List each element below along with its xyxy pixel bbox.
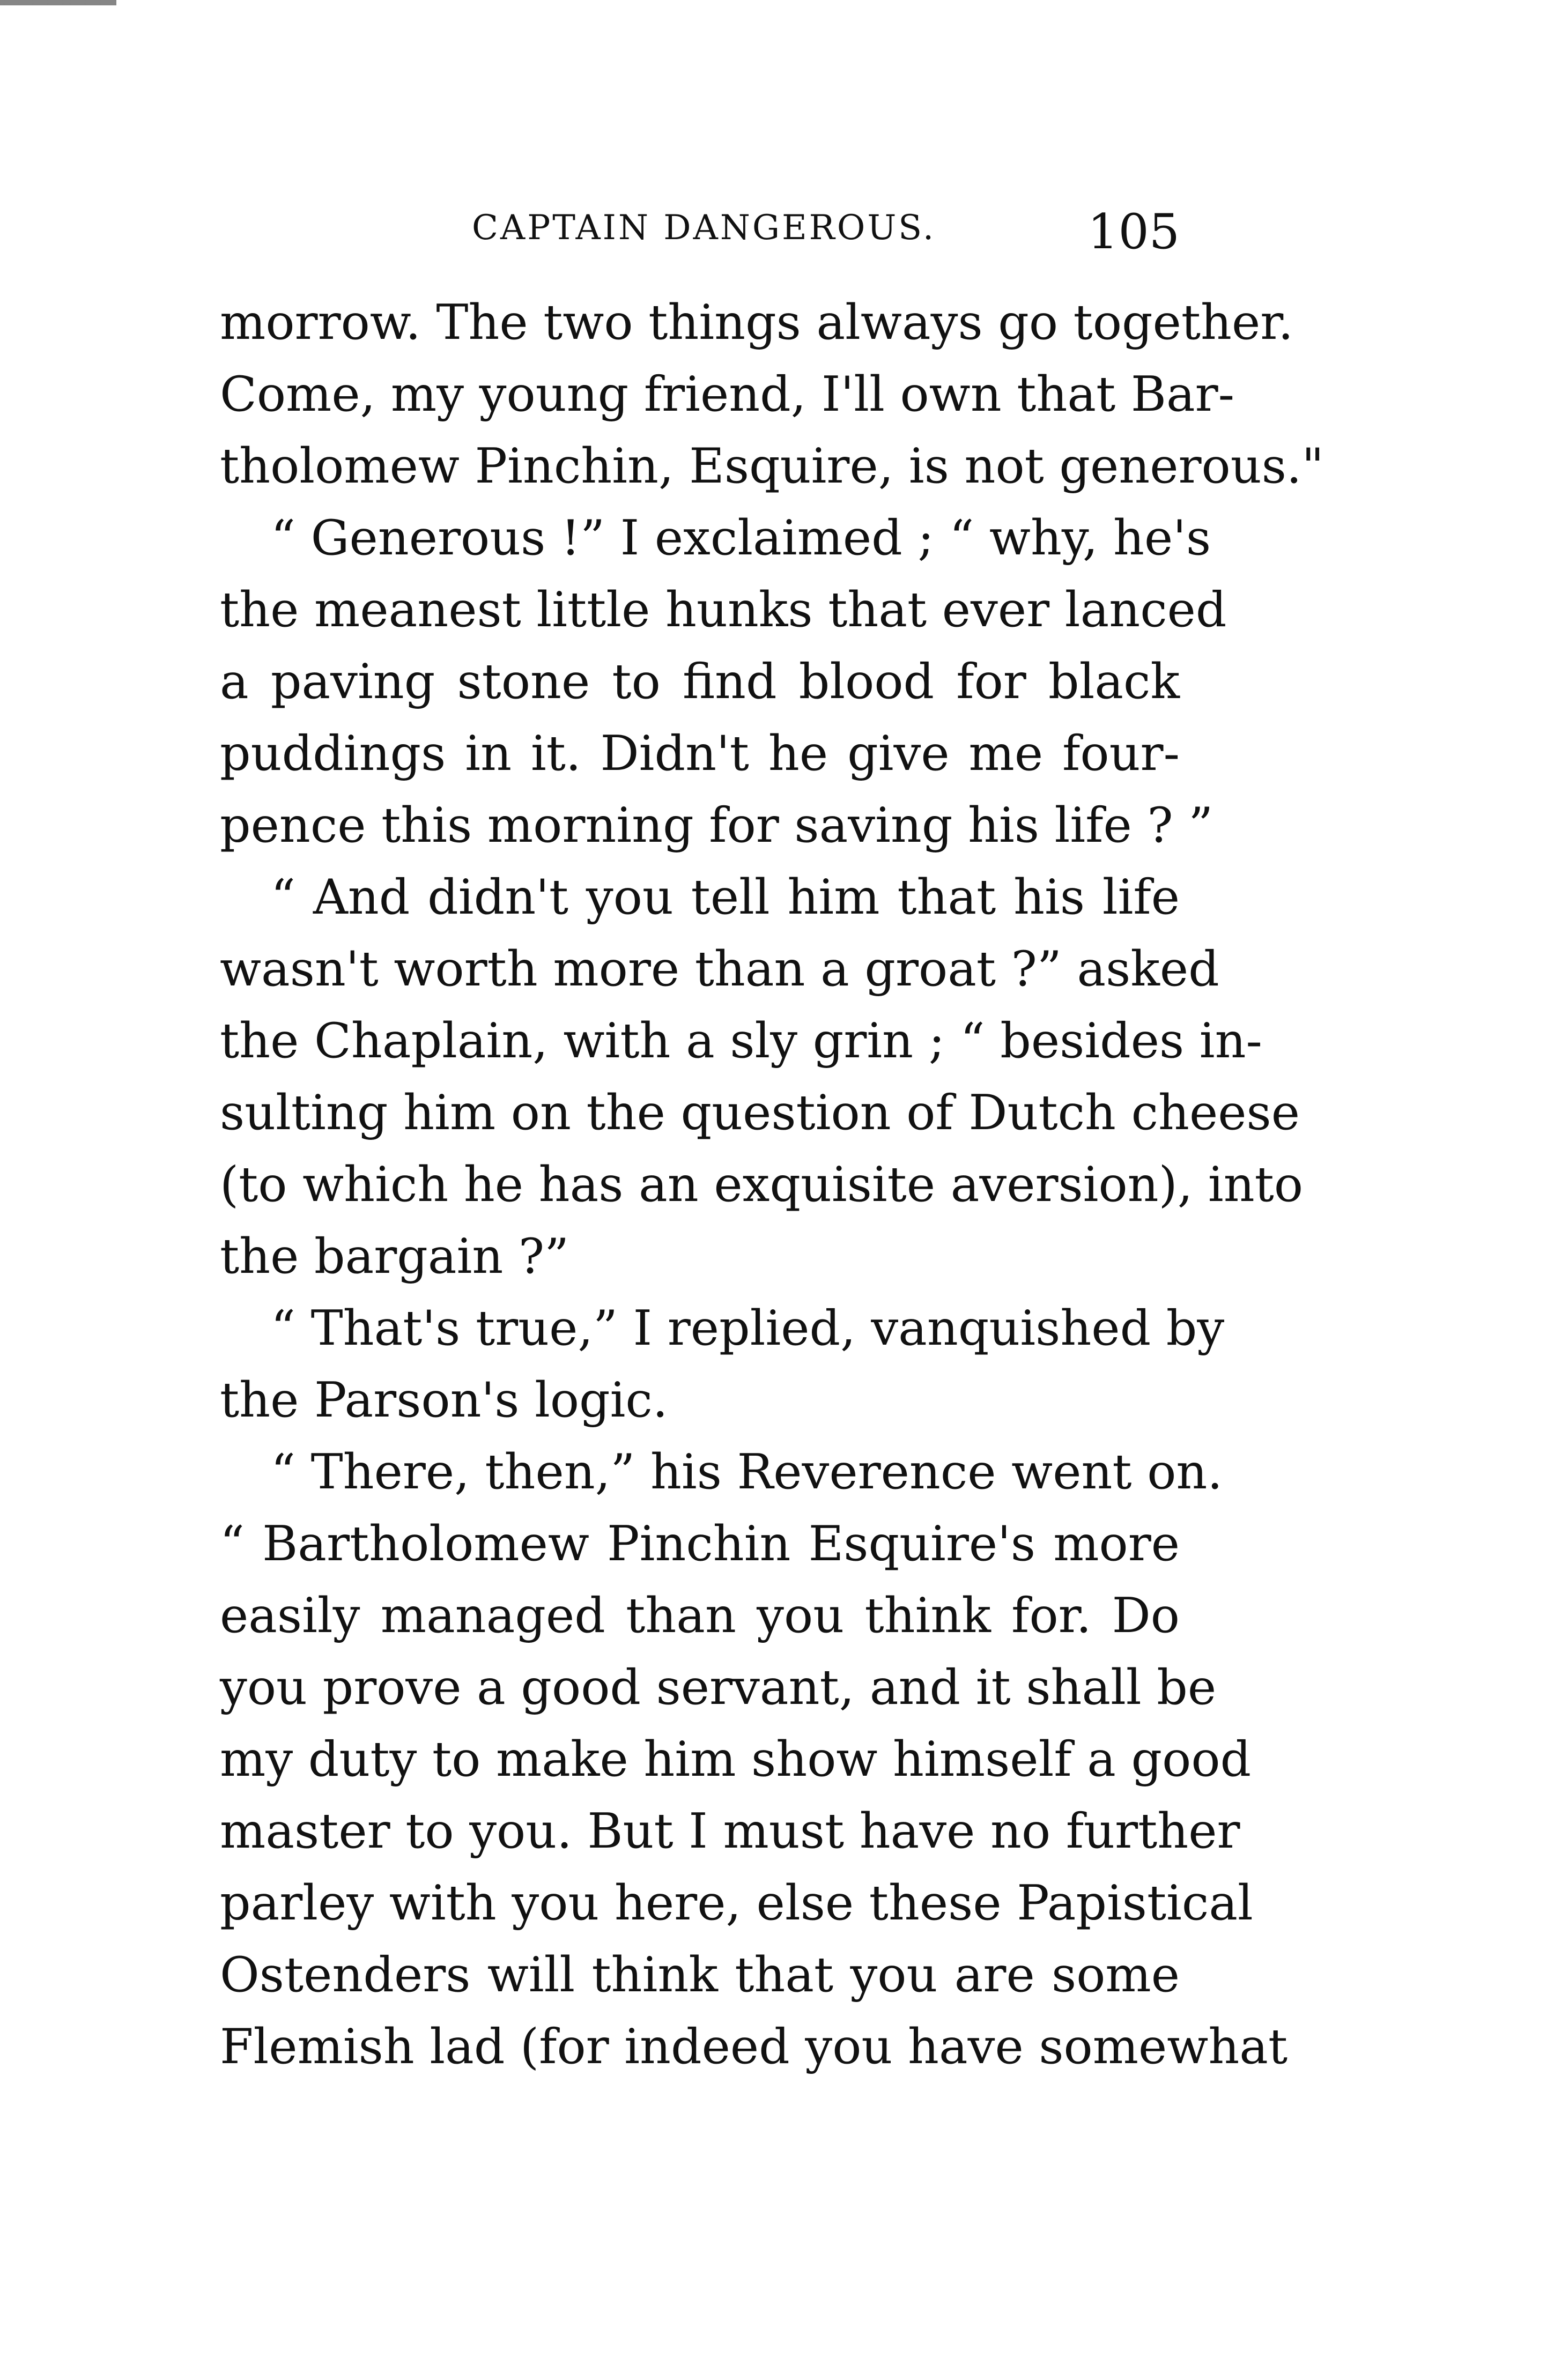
- text-line: Ostenders will think that you are some: [220, 1947, 1180, 2003]
- text-line: (to which he has an exquisite aversion), into: [220, 1156, 1304, 1213]
- text-line: the bargain ?”: [220, 1228, 569, 1285]
- text-line: a paving stone to find blood for black: [220, 654, 1180, 710]
- text-line: “ And didn't you tell him that his life: [271, 869, 1180, 925]
- scan-edge-rule: [0, 0, 831, 5]
- text-line: the Parson's logic.: [220, 1372, 668, 1428]
- text-line: the Chaplain, with a sly grin ; “ besides in-: [220, 1013, 1262, 1069]
- body-text: [220, 287, 1324, 2083]
- text-line: sulting him on the question of Dutch cheese: [220, 1085, 1300, 1141]
- text-line: “ Generous !” I exclaimed ; “ why, he's: [271, 510, 1211, 566]
- text-line: master to you. But I must have no further: [220, 1803, 1240, 1859]
- text-line: parley with you here, else these Papistical: [220, 1875, 1253, 1931]
- running-head: [472, 204, 1180, 263]
- running-title: CAPTAIN DANGEROUS.: [472, 208, 936, 248]
- text-line: puddings in it. Didn't he give me four-: [220, 725, 1180, 782]
- text-line: “ That's true,” I replied, vanquished by: [271, 1300, 1225, 1356]
- text-line: my duty to make him show himself a good: [220, 1731, 1252, 1788]
- text-line: tholomew Pinchin, Esquire, is not generous.": [220, 438, 1324, 494]
- text-line: Flemish lad (for indeed you have somewhat: [220, 2019, 1288, 2075]
- page-number: 105: [1087, 204, 1180, 260]
- text-line: “ Bartholomew Pinchin Esquire's more: [220, 1516, 1180, 1572]
- text-line: pence this morning for saving his life ? ”: [220, 797, 1213, 854]
- text-line: “ There, then,” his Reverence went on.: [271, 1444, 1223, 1500]
- text-line: morrow. The two things always go together.: [220, 294, 1294, 351]
- text-line: wasn't worth more than a groat ?” asked: [220, 941, 1219, 997]
- text-line: you prove a good servant, and it shall be: [220, 1659, 1217, 1716]
- text-line: the meanest little hunks that ever lanced: [220, 582, 1227, 638]
- text-line: easily managed than you think for. Do: [220, 1588, 1180, 1644]
- text-line: Come, my young friend, I'll own that Bar-: [220, 366, 1235, 422]
